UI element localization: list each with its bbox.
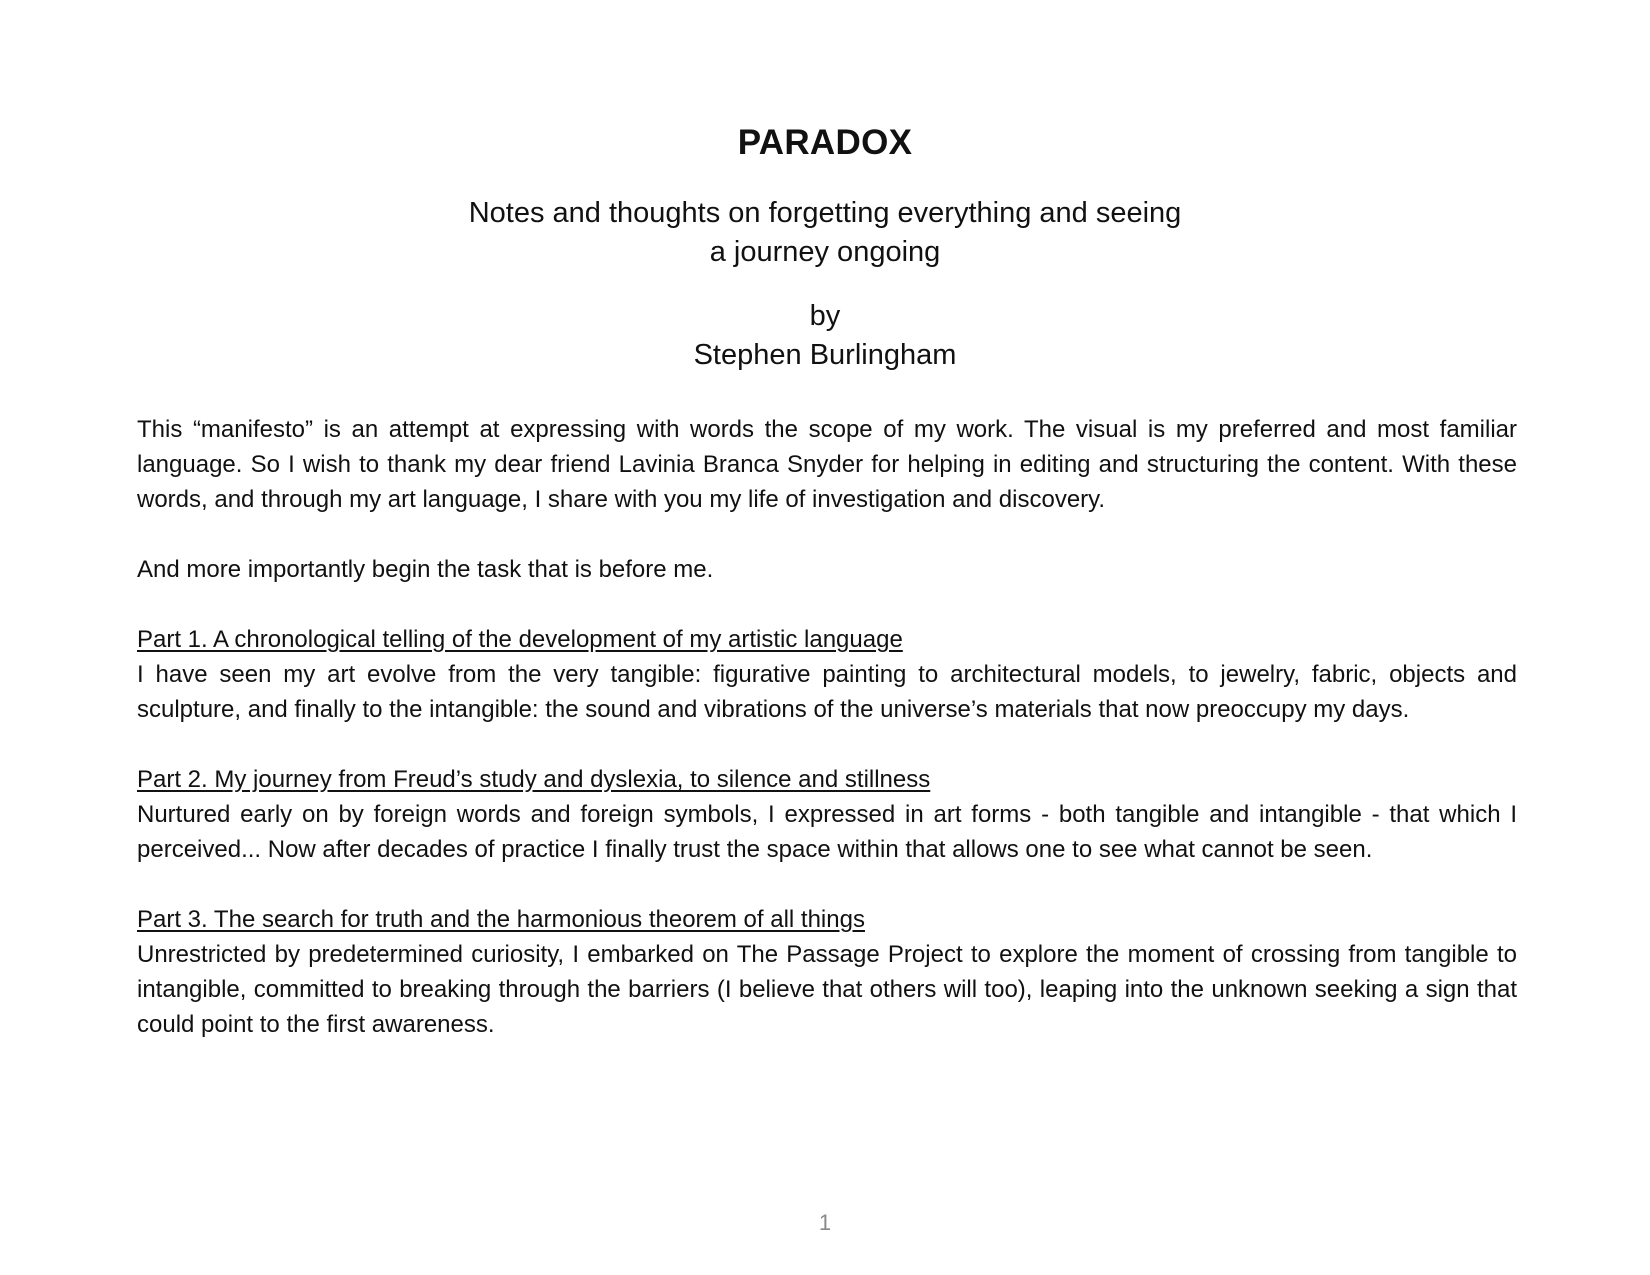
part-2-heading: Part 2. My journey from Freud’s study and dyslexia, to silence and stillness (137, 766, 931, 793)
part-2-text: Nurtured early on by foreign words and foreign symbols, I expressed in art forms - both tangible and intangible - that which I perceived... Now after decades of practice I finally trust the space within that allows one to see what cannot be seen. (137, 801, 1517, 863)
document-body (137, 412, 1517, 1042)
intro-paragraph-2: And more importantly begin the task that is before me. (137, 556, 714, 583)
part-1-heading: Part 1. A chronological telling of the development of my artistic language (137, 626, 903, 653)
byline (0, 297, 1650, 375)
paragraph-gap (137, 587, 1517, 622)
document-title: PARADOX (737, 123, 913, 162)
page-number: 1 (818, 1210, 832, 1235)
paragraph-gap (137, 867, 1517, 902)
subtitle-line-2: a journey ongoing (709, 236, 941, 268)
by-label: by (809, 300, 841, 332)
part-3-heading: Part 3. The search for truth and the harmonious theorem of all things (137, 906, 865, 933)
part-3-text: Unrestricted by predetermined curiosity, I embarked on The Passage Project to explore the moment of crossing from tangible to intangible, committed to breaking through the barriers (I believe that others will too), leaping into the unknown seeking a sign that could point to the first awareness. (137, 941, 1517, 1038)
subtitle-line-1: Notes and thoughts on forgetting everything and seeing (468, 197, 1182, 229)
paragraph-gap (137, 517, 1517, 552)
document-subtitle (0, 194, 1650, 272)
author-name: Stephen Burlingham (693, 339, 957, 371)
intro-paragraph: This “manifesto” is an attempt at expressing with words the scope of my work. The visual is my preferred and most familiar language. So I wish to thank my dear friend Lavinia Branca Snyder for helping in editing and structuring the content. With these words, and through my art language, I share with you my life of investigation and discovery. (137, 416, 1517, 513)
paragraph-gap (137, 727, 1517, 762)
part-1-text: I have seen my art evolve from the very tangible: figurative painting to architectural models, to jewelry, fabric, objects and sculpture, and finally to the intangible: the sound and vibrations of the universe’s materials that now preoccupy my days. (137, 661, 1517, 723)
